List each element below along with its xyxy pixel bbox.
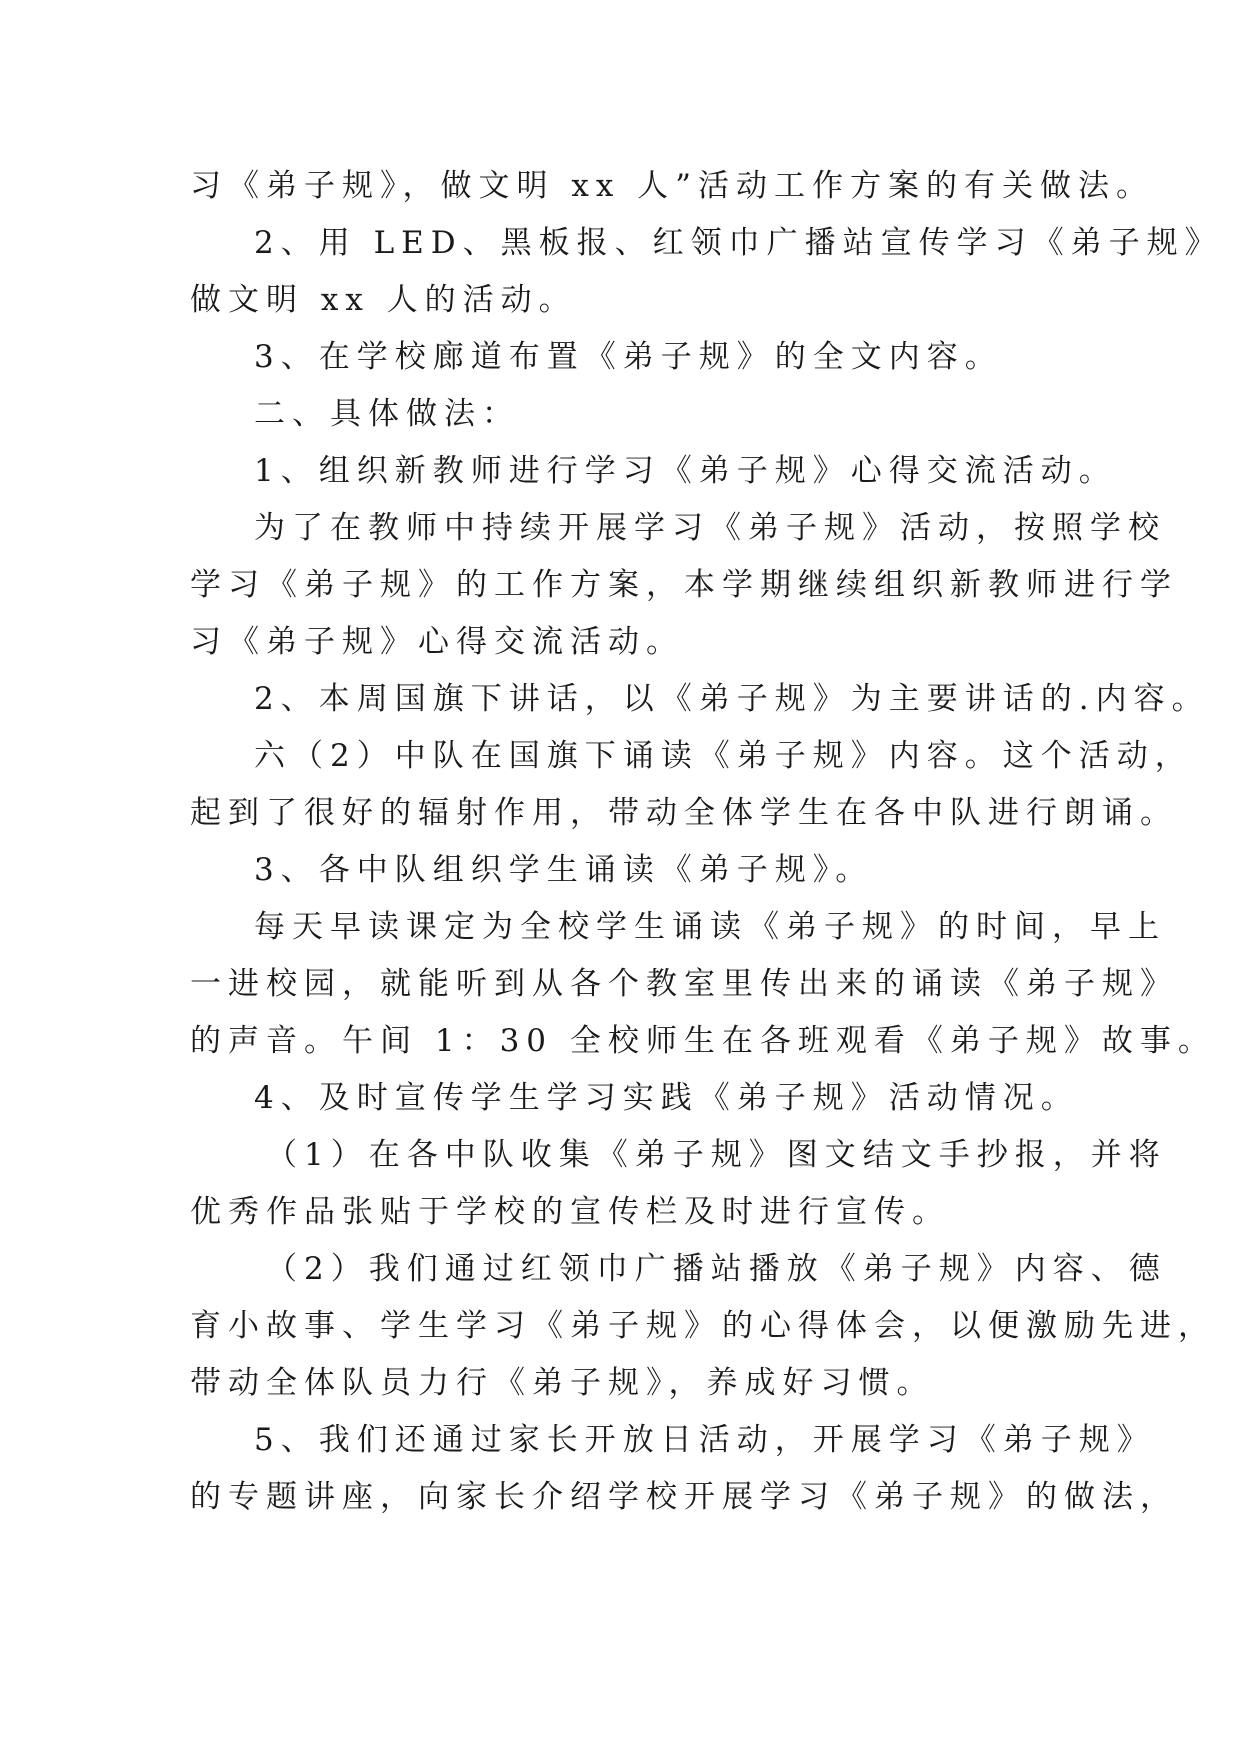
text-line: 的声音。午间 1：30 全校师生在各班观看《弟子规》故事。 bbox=[190, 1023, 1216, 1059]
text-line: 4、及时宣传学生学习实践《弟子规》活动情况。 bbox=[254, 1080, 1079, 1116]
text-line: 六（2）中队在国旗下诵读《弟子规》内容。这个活动， bbox=[254, 738, 1193, 774]
document-body bbox=[190, 158, 1223, 1526]
text-line: 1、组织新教师进行学习《弟子规》心得交流活动。 bbox=[254, 453, 1117, 489]
text-line: 2、本周国旗下讲话，以《弟子规》为主要讲话的.内容。 bbox=[254, 681, 1210, 717]
text-line: 为了在教师中持续开展学习《弟子规》活动，按照学校 bbox=[254, 510, 1166, 546]
text-line: 2、用 LED、黑板报、红领巾广播站宣传学习《弟子规》 bbox=[254, 225, 1223, 261]
text-line: 学习《弟子规》的工作方案，本学期继续组织新教师进行学 bbox=[190, 567, 1178, 603]
section-heading: 二、具体做法： bbox=[254, 396, 520, 432]
text-line: 5、我们还通过家长开放日活动，开展学习《弟子规》 bbox=[254, 1422, 1155, 1458]
text-line: 起到了很好的辐射作用，带动全体学生在各中队进行朗诵。 bbox=[190, 795, 1178, 831]
text-line: 习《弟子规》，做文明 xx 人”活动工作方案的有关做法。 bbox=[190, 168, 1155, 204]
text-line: （1）在各中队收集《弟子规》图文结文手抄报，并将 bbox=[266, 1137, 1167, 1173]
text-line: 的专题讲座，向家长介绍学校开展学习《弟子规》的做法， bbox=[190, 1479, 1178, 1515]
text-line: （2）我们通过红领巾广播站播放《弟子规》内容、德 bbox=[266, 1251, 1167, 1287]
text-line: 3、在学校廊道布置《弟子规》的全文内容。 bbox=[254, 339, 1003, 375]
text-line: 带动全体队员力行《弟子规》，养成好习惯。 bbox=[190, 1365, 935, 1401]
text-line: 3、各中队组织学生诵读《弟子规》。 bbox=[254, 852, 874, 888]
text-line: 一进校园，就能听到从各个教室里传出来的诵读《弟子规》 bbox=[190, 966, 1178, 1002]
text-line: 习《弟子规》心得交流活动。 bbox=[190, 624, 684, 660]
text-line: 育小故事、学生学习《弟子规》的心得体会，以便激励先进， bbox=[190, 1308, 1216, 1344]
text-line: 优秀作品张贴于学校的宣传栏及时进行宣传。 bbox=[190, 1194, 950, 1230]
text-line: 做文明 xx 人的活动。 bbox=[190, 282, 577, 318]
text-line: 每天早读课定为全校学生诵读《弟子规》的时间，早上 bbox=[254, 909, 1166, 945]
